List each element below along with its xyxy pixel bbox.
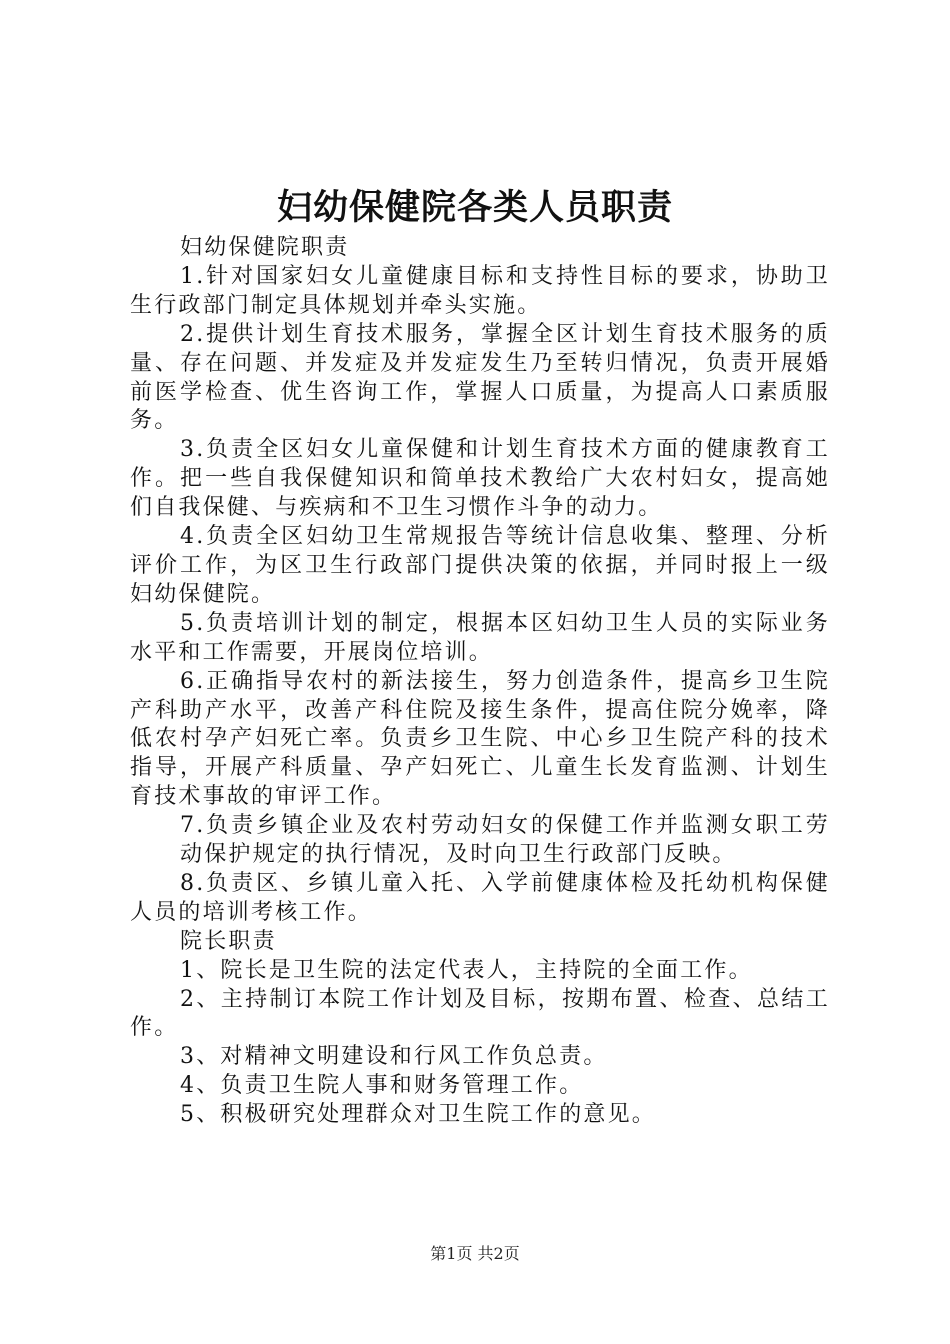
duty-item-5: 5.负责培训计划的制定，根据本区妇幼卫生人员的实际业务水平和工作需要，开展岗位培训。 xyxy=(130,610,830,665)
duty-item-1: 1.针对国家妇女儿童健康目标和支持性目标的要求，协助卫生行政部门制定具体规划并牵头实施。 xyxy=(130,263,830,318)
section-heading-hospital-duties: 妇幼保健院职责 xyxy=(180,235,350,260)
document-body xyxy=(130,234,830,1130)
duty-item-4: 4.负责全区妇幼卫生常规报告等统计信息收集、整理、分析评价工作，为区卫生行政部门提供决策的依据，并同时报上一级妇幼保健院。 xyxy=(130,524,830,607)
section-heading-director-duties: 院长职责 xyxy=(180,928,277,954)
duty-item-6: 6.正确指导农村的新法接生，努力创造条件，提高乡卫生院产科助产水平，改善产科住院及接生条件，提高住院分娩率，降低农村孕产妇死亡率。负责乡卫生院、中心乡卫生院产科的技术指导，开展产科质量、孕产妇死亡、儿童生长发育监测、计划生育技术事故的审评工作。 xyxy=(130,668,830,810)
document-title: 妇幼保健院各类人员职责 xyxy=(276,187,673,228)
duty-item-3: 3.负责全区妇女儿童保健和计划生育技术方面的健康教育工作。把一些自我保健知识和简单技术教给广大农村妇女，提高她们自我保健、与疾病和不卫生习惯作斗争的动力。 xyxy=(130,437,830,521)
director-duty-5: 5、积极研究处理群众对卫生院工作的意见。 xyxy=(180,1102,656,1128)
director-duty-2: 2、主持制订本院工作计划及目标，按期布置、检查、总结工作。 xyxy=(130,986,830,1041)
duty-item-7: 7.负责乡镇企业及农村劳动妇女的保健工作并监测女职工劳动保护规定的执行情况，及时向卫生行政部门反映。 xyxy=(180,813,830,868)
director-duty-3: 3、对精神文明建设和行风工作负总责。 xyxy=(180,1044,608,1070)
director-duty-1: 1、院长是卫生院的法定代表人，主持院的全面工作。 xyxy=(180,957,753,983)
page-footer: 第1页 共2页 xyxy=(430,1244,520,1263)
duty-item-2: 2.提供计划生育技术服务，掌握全区计划生育技术服务的质量、存在问题、并发症及并发症发生乃至转归情况，负责开展婚前医学检查、优生咨询工作，掌握人口质量，为提高人口素质服务。 xyxy=(130,321,830,434)
duty-item-8: 8.负责区、乡镇儿童入托、入学前健康体检及托幼机构保健人员的培训考核工作。 xyxy=(130,870,830,925)
director-duty-4: 4、负责卫生院人事和财务管理工作。 xyxy=(180,1073,584,1099)
